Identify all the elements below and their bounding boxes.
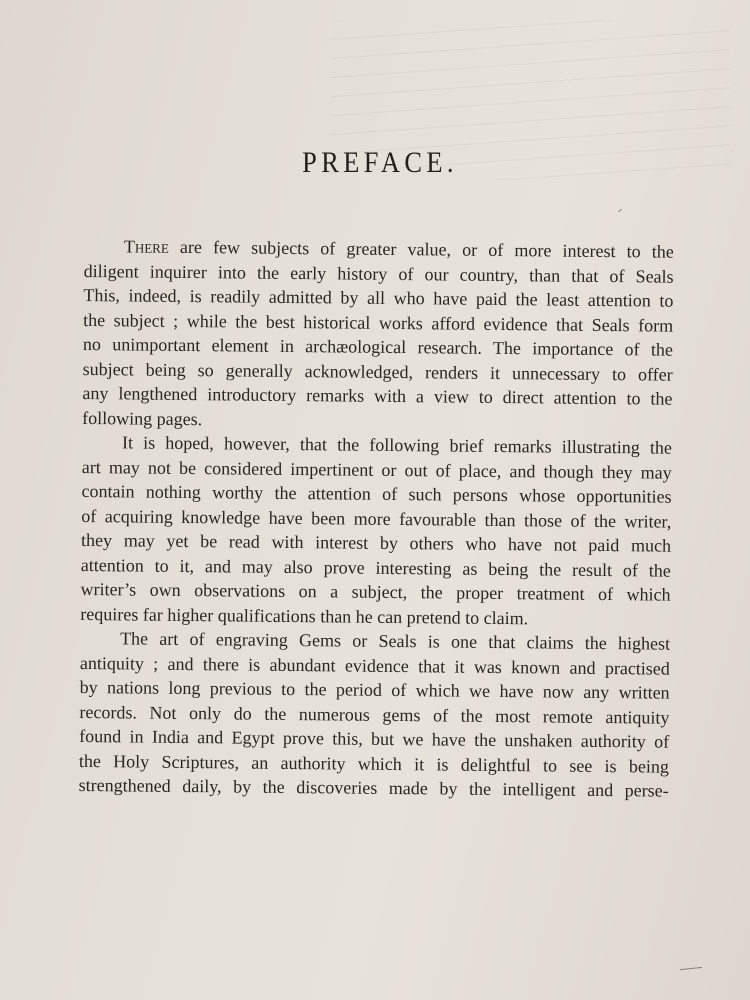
text-line: found in India and Egypt prove this, but we have the unshaken authority of <box>79 725 670 752</box>
lead-word: There <box>123 236 169 257</box>
text-line: they may yet be read with interest by others who have not paid much <box>80 529 672 556</box>
page-title: PREFACE. <box>302 146 458 179</box>
text-line: by nations long previous to the period of which we have now any written <box>79 676 670 703</box>
text-line: attention to it, and may also prove interesting as being the result of the <box>80 554 671 581</box>
preface-body <box>79 234 674 803</box>
text-line: This, indeed, is readily admitted by all who have paid the least attention to <box>83 284 674 311</box>
text-line: There are few subjects of greater value, or of more interest to the <box>123 236 674 262</box>
text-line: no unimportant element in archæological research. The importance of the <box>82 333 674 360</box>
text-line: records. Not only do the numerous gems of the most remote antiquity <box>79 701 670 728</box>
paper-speck <box>618 209 622 212</box>
text-line: following pages. <box>82 407 203 429</box>
text-line: any lengthened introductory remarks with a view to direct attention to the <box>82 382 673 409</box>
text-line: It is hoped, however, that the following brief remarks illustrating the <box>121 432 673 458</box>
text-line: The art of engraving Gems or Seals is one that claims the highest <box>120 628 671 654</box>
text-line: the subject ; while the best historical works afford evidence that Seals form <box>83 309 674 336</box>
text-line: diligent inquirer into the early history of our country, than that of Seals <box>83 260 674 287</box>
text-line: the Holy Scriptures, an authority which it is delightful to see is being <box>78 750 670 777</box>
text-line: subject being so generally acknowledged, renders it unnecessary to offer <box>82 358 673 385</box>
text-line: requires far higher qualifications than he can pretend to claim. <box>80 603 529 628</box>
text-line: writer’s own observations on a subject, the proper treatment of which <box>80 578 671 605</box>
text-line: strengthened daily, by the discoveries made by the intelligent and perse- <box>78 774 669 801</box>
text-line: contain nothing worthy the attention of such persons whose opportunities <box>81 480 672 507</box>
text-line: art may not be considered impertinent or out of place, and though they may <box>81 456 672 483</box>
paper-speck <box>680 967 702 970</box>
text-line: antiquity ; and there is abundant evidence that it was known and practised <box>79 652 670 679</box>
text-line: of acquiring knowledge have been more favourable than those of the writer, <box>81 505 672 532</box>
